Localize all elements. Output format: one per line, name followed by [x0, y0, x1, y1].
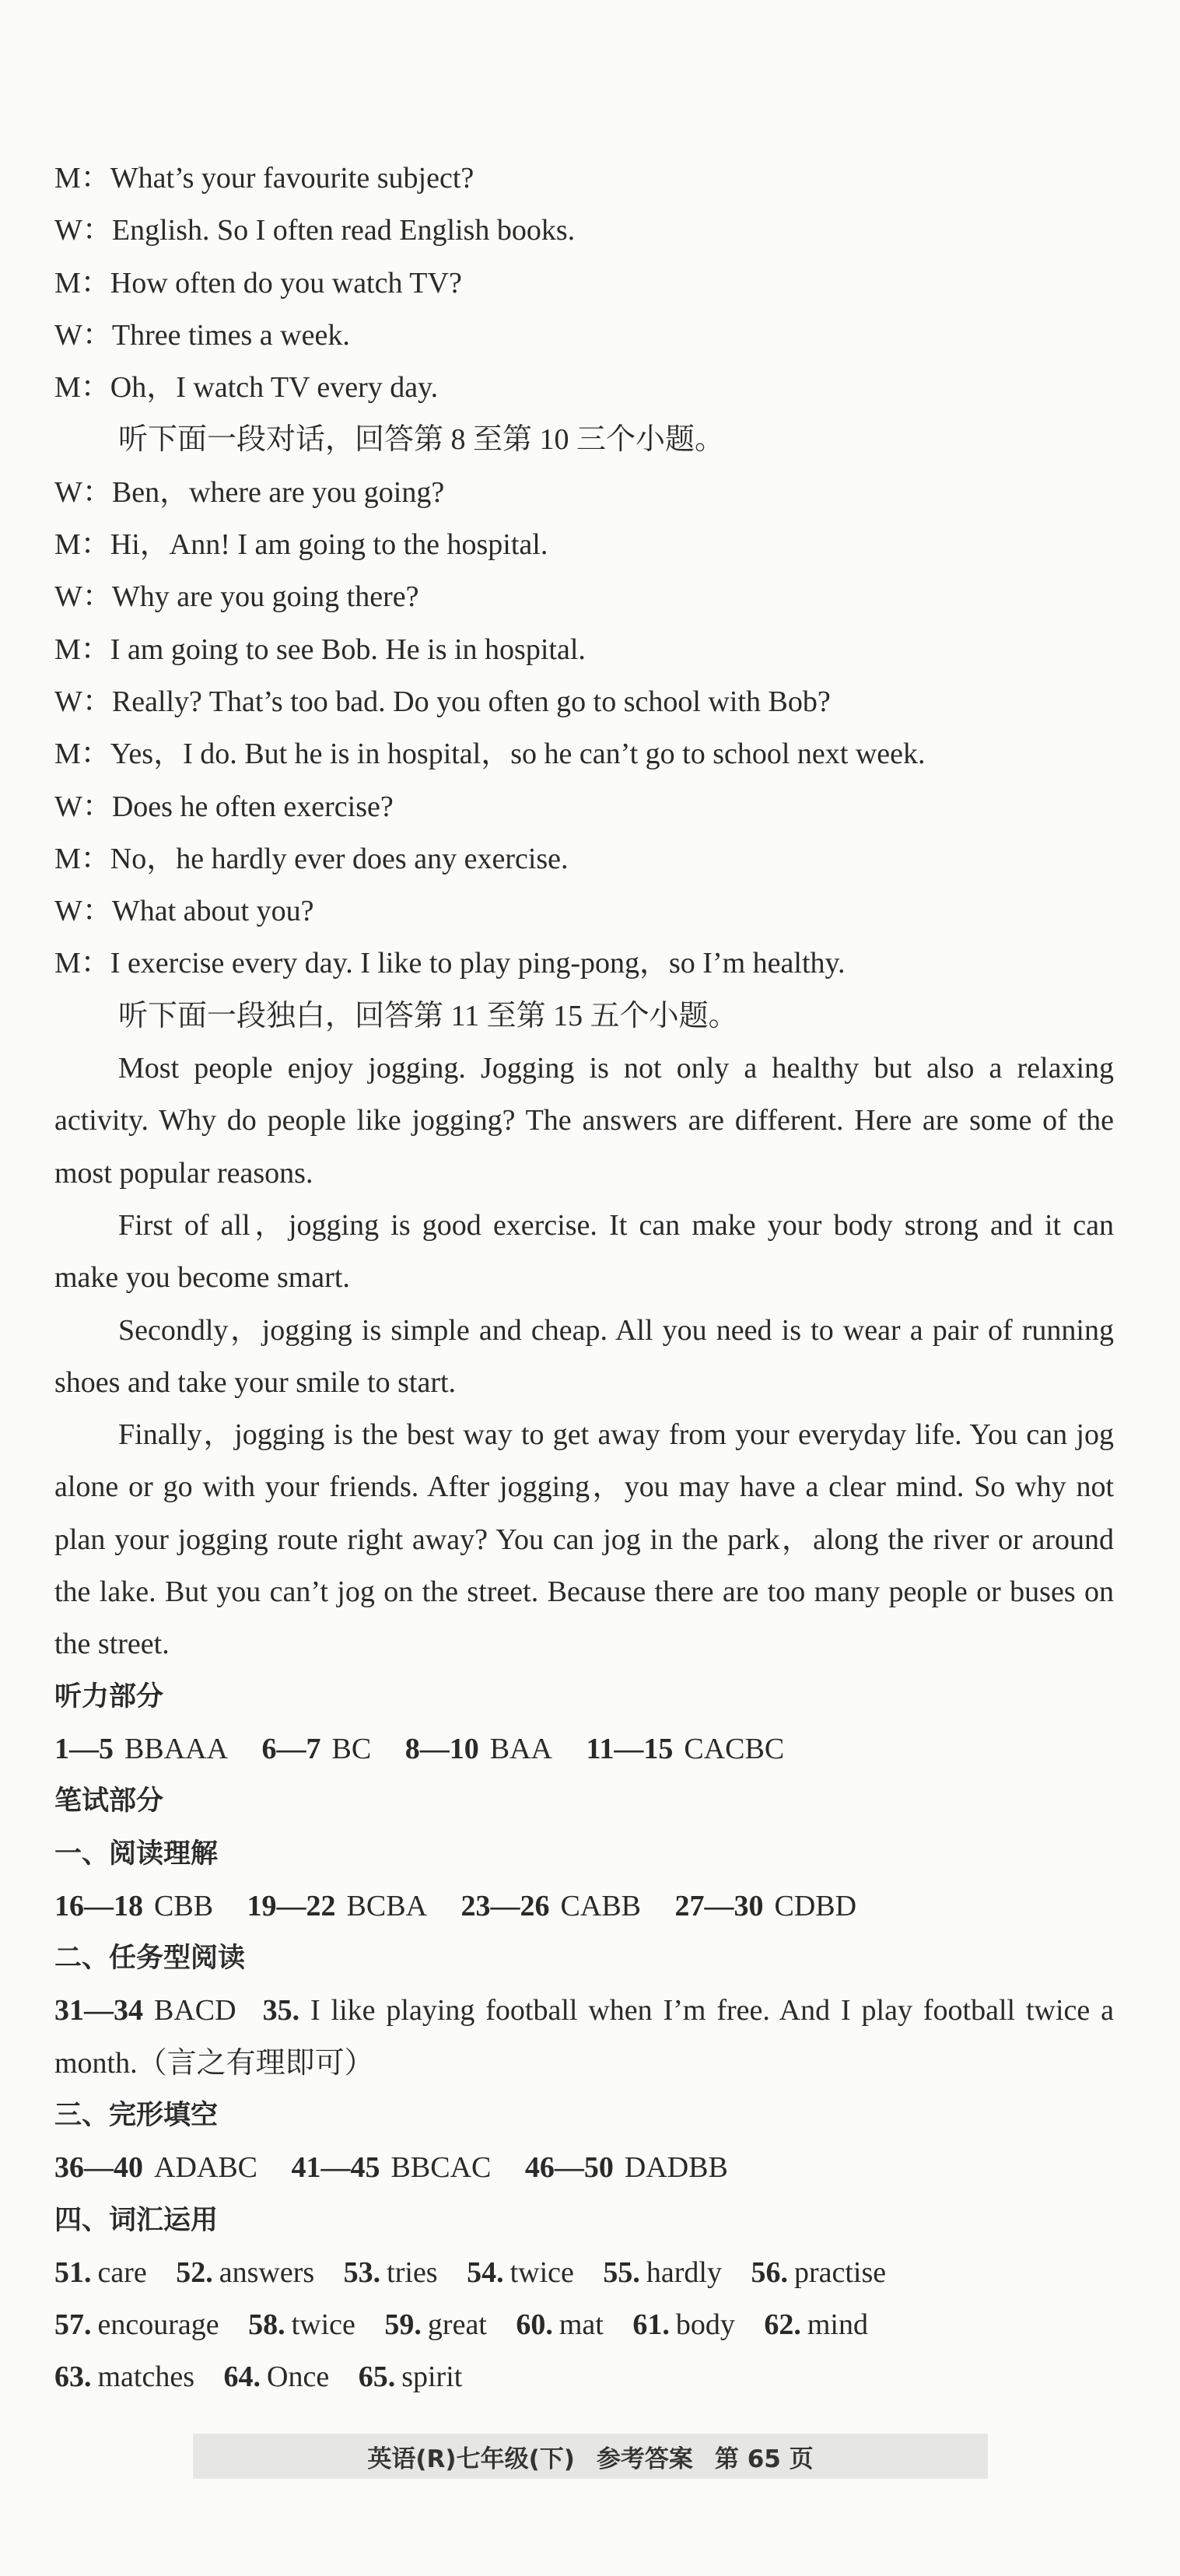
dialogue-line: W：Really? That’s too bad. Do you often go to school with Bob? [54, 685, 831, 718]
question-number: 59. [384, 2308, 422, 2342]
question-range: 27—30 [674, 1889, 764, 1922]
answer-value: twice [509, 2255, 574, 2289]
monologue-paragraph: Most people enjoy jogging. Jogging is not only a healthy but also a relaxing activity. Why do people like jogging? The answers are different. Here are some of the most popular reasons. [54, 1052, 1114, 1190]
answer-group [224, 2360, 330, 2393]
answer-value: matches [97, 2360, 195, 2394]
dialogue-line: M：I am going to see Bob. He is in hospital. [54, 633, 586, 666]
question-number: 52. [176, 2255, 213, 2289]
answer-group [54, 1733, 228, 1765]
answer-group [586, 1733, 784, 1765]
question-range: 41—45 [291, 2151, 380, 2185]
vocab-answers-row [54, 2299, 1114, 2351]
dialogue-line: W：Does he often exercise? [54, 790, 394, 823]
answer-group [292, 2151, 492, 2184]
question-number: 35. [262, 1994, 300, 2028]
answer-group [262, 1733, 372, 1765]
dialogue-line: W：Ben，where are you going? [54, 475, 445, 509]
question-range: 16—18 [54, 1889, 143, 1922]
answer-value: hardly [646, 2255, 722, 2289]
monologue-paragraph: First of all，jogging is good exercise. It can make your body strong and it can make you become smart. [54, 1208, 1114, 1295]
answer-page [54, 152, 1114, 2404]
question-number: 56. [751, 2255, 788, 2289]
listening-answers [54, 1723, 1114, 1775]
question-range: 31—34 [54, 1994, 143, 2028]
answer-group [54, 2360, 194, 2393]
answer-value: care [97, 2255, 147, 2289]
answer-value: Once [267, 2360, 330, 2394]
dialogue-line: M：How often do you watch TV? [54, 266, 462, 300]
written-heading: 笔试部分 [54, 1786, 164, 1817]
footer-subject: 英语(R)七年级(下) [367, 2445, 575, 2473]
answer-value: CABB [560, 1889, 642, 1922]
dialogue-line: M：Hi，Ann! I am going to the hospital. [54, 528, 548, 562]
dialogue-line: W：Why are you going there? [54, 580, 419, 614]
question-number: 65. [358, 2360, 396, 2394]
question-range: 1—5 [54, 1732, 114, 1765]
answer-value: twice [291, 2308, 355, 2342]
answer-group [384, 2308, 486, 2341]
task-reading-heading: 二、任务型阅读 [54, 1943, 246, 1975]
question-number: 55. [603, 2255, 640, 2289]
answer-value: CACBC [684, 1732, 785, 1765]
listening-heading: 听力部分 [54, 1681, 164, 1712]
answer-value: spirit [401, 2360, 463, 2394]
question-range: 8—10 [404, 1732, 479, 1765]
question-number: 64. [223, 2360, 261, 2394]
monologue-paragraph: Secondly，jogging is simple and cheap. All you need is to wear a pair of running shoes and take your smile to start. [54, 1313, 1114, 1399]
question-number: 57. [54, 2308, 92, 2342]
answer-value: BACD [154, 1994, 236, 2028]
answer-value: great [427, 2308, 487, 2342]
answer-value: CDBD [774, 1889, 857, 1922]
answer-group [764, 2308, 868, 2341]
answer-group [54, 2151, 257, 2184]
answer-text: I like playing football when I’m free. And I play football twice a month.（言之有理即可） [54, 1994, 1115, 2080]
answer-value: practise [793, 2255, 887, 2289]
question-number: 51. [54, 2255, 92, 2289]
dialogue-1 [54, 152, 1114, 414]
answer-group [675, 1890, 857, 1922]
footer-page-number: 第 65 页 [714, 2445, 814, 2473]
answer-group [405, 1733, 552, 1765]
answer-value: tries [387, 2255, 438, 2289]
answer-value: answers [219, 2255, 315, 2289]
dialogue-line: M：I exercise every day. I like to play ping-pong，so I’m healthy. [54, 947, 846, 980]
answer-value: DADBB [624, 2151, 728, 2185]
dialogue-line: M：Oh，I watch TV every day. [54, 371, 439, 405]
vocab-answers-row [54, 2247, 1114, 2299]
question-number: 60. [516, 2308, 553, 2342]
answer-value: BBAAA [124, 1732, 229, 1765]
page-footer [193, 2434, 988, 2479]
dialogue-2 [54, 467, 1114, 990]
question-range: 36—40 [54, 2151, 143, 2185]
task-reading-answers [54, 1985, 1114, 2090]
instruction-dialogue-2: 听下面一段对话，回答第 8 至第 10 三个小题。 [118, 423, 725, 457]
dialogue-line: W：What about you? [54, 895, 314, 928]
answer-value: encourage [97, 2308, 219, 2342]
answer-group [54, 1890, 213, 1922]
question-number: 62. [764, 2308, 801, 2342]
answer-value: BAA [489, 1732, 552, 1765]
vocab-heading: 四、词汇运用 [54, 2204, 219, 2236]
answer-group [516, 2308, 603, 2341]
cloze-answers [54, 2142, 1114, 2194]
dialogue-line: M：What’s your favourite subject? [54, 162, 474, 195]
question-number: 54. [467, 2255, 504, 2289]
cloze-heading: 三、完形填空 [54, 2099, 219, 2131]
vocab-answers-row [54, 2351, 1114, 2403]
question-number: 53. [343, 2255, 381, 2289]
reading-answers [54, 1880, 1114, 1933]
answer-group [525, 2151, 728, 2184]
dialogue-line: M：Yes，I do. But he is in hospital，so he can’t go to school next week. [54, 738, 926, 771]
question-range: 19—22 [247, 1889, 336, 1922]
answer-group [359, 2360, 463, 2393]
answer-group [248, 2308, 355, 2341]
question-range: 11—15 [586, 1732, 674, 1765]
answer-value: CBB [154, 1889, 214, 1922]
reading-heading: 一、阅读理解 [54, 1838, 219, 1870]
question-number: 63. [54, 2360, 92, 2394]
dialogue-line: M：No，he hardly ever does any exercise. [54, 842, 569, 875]
answer-group [632, 2308, 735, 2341]
answer-group [467, 2256, 574, 2289]
answer-value: mind [807, 2308, 868, 2342]
footer-label: 参考答案 [596, 2445, 693, 2473]
question-range: 46—50 [524, 2151, 614, 2185]
answer-group [344, 2256, 438, 2289]
answer-value: BCBA [346, 1889, 428, 1922]
answer-group [461, 1890, 641, 1922]
question-range: 6—7 [261, 1732, 321, 1765]
answer-value: ADABC [154, 2151, 258, 2185]
question-range: 23—26 [460, 1889, 550, 1922]
dialogue-line: W：Three times a week. [54, 318, 350, 352]
answer-group [54, 2308, 219, 2341]
answer-group [751, 2256, 886, 2289]
question-number: 58. [248, 2308, 285, 2342]
answer-group [54, 2256, 147, 2289]
answer-group [603, 2256, 722, 2289]
answer-value: BC [331, 1732, 372, 1765]
monologue-paragraph: Finally，jogging is the best way to get away from your everyday life. You can jog alone or go with your friends. After jogging，you may have a clear mind. So why not plan your jogging route right away? You can jog in the park，along the river or around the lake. But you can’t jog on the street. Because there are too many people or buses on the street. [54, 1418, 1114, 1661]
instruction-monologue: 听下面一段独白，回答第 11 至第 15 五个小题。 [118, 999, 738, 1032]
dialogue-line: W：English. So I often read English books. [54, 214, 576, 247]
monologue [54, 1043, 1114, 1671]
answer-value: body [675, 2308, 735, 2342]
answer-group [176, 2256, 314, 2289]
answer-group [247, 1890, 427, 1922]
question-number: 61. [632, 2308, 670, 2342]
answer-value: BBCAC [390, 2151, 492, 2185]
answer-value: mat [558, 2308, 604, 2342]
